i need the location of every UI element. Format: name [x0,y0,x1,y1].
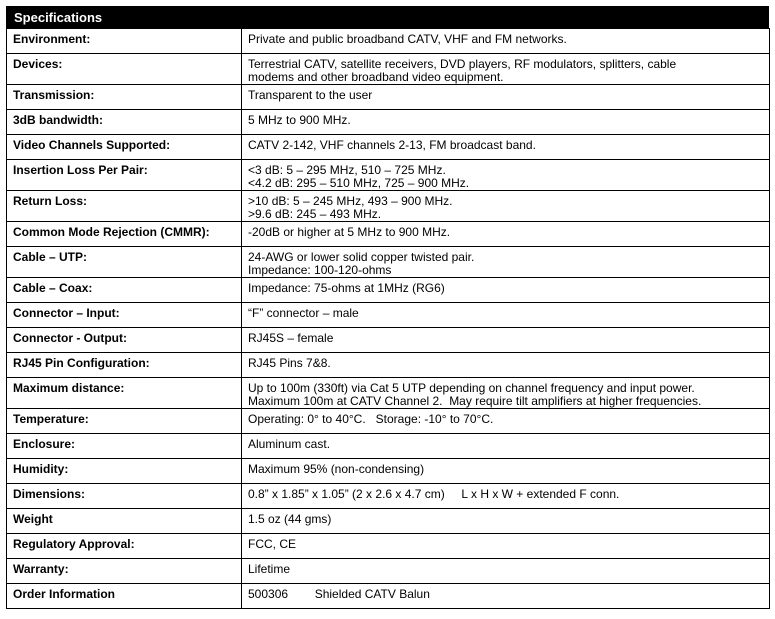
spec-value: Terrestrial CATV, satellite receivers, DVD players, RF modulators, splitters, cable modems and other broadband video equipment. [242,54,770,85]
spec-label: Maximum distance: [7,378,242,409]
spec-label: Cable – UTP: [7,247,242,278]
spec-row [7,110,770,135]
spec-value: Operating: 0° to 40°C. Storage: -10° to 70°C. [242,409,770,434]
spec-row [7,191,770,222]
spec-label: Cable – Coax: [7,278,242,303]
spec-value: Lifetime [242,559,770,584]
specifications-header: Specifications [6,6,769,28]
spec-row [7,328,770,353]
spec-label: Video Channels Supported: [7,135,242,160]
spec-value: >10 dB: 5 – 245 MHz, 493 – 900 MHz. >9.6 dB: 245 – 493 MHz. [242,191,770,222]
spec-label: Environment: [7,29,242,54]
spec-label: Dimensions: [7,484,242,509]
spec-value: 24-AWG or lower solid copper twisted pair. Impedance: 100-120-ohms [242,247,770,278]
spec-label: Temperature: [7,409,242,434]
spec-row [7,29,770,54]
spec-value: 500306 Shielded CATV Balun [242,584,770,609]
spec-row [7,222,770,247]
spec-label: Order Information [7,584,242,609]
spec-value: 0.8” x 1.85” x 1.05” (2 x 2.6 x 4.7 cm) L x H x W + extended F conn. [242,484,770,509]
spec-row [7,459,770,484]
spec-label: Devices: [7,54,242,85]
spec-value: <3 dB: 5 – 295 MHz, 510 – 725 MHz. <4.2 dB: 295 – 510 MHz, 725 – 900 MHz. [242,160,770,191]
spec-label: Humidity: [7,459,242,484]
spec-value: Maximum 95% (non-condensing) [242,459,770,484]
spec-label: Common Mode Rejection (CMMR): [7,222,242,247]
specifications-table-body [7,29,770,609]
spec-value: Up to 100m (330ft) via Cat 5 UTP depending on channel frequency and input power. Maximum 100m at CATV Channel 2. May require tilt amplifiers at higher frequencies. [242,378,770,409]
spec-label: Connector - Output: [7,328,242,353]
spec-value: Aluminum cast. [242,434,770,459]
spec-row [7,303,770,328]
spec-label: Connector – Input: [7,303,242,328]
spec-label: Warranty: [7,559,242,584]
spec-label: Weight [7,509,242,534]
spec-row [7,409,770,434]
spec-row [7,584,770,609]
spec-value: Transparent to the user [242,85,770,110]
spec-label: RJ45 Pin Configuration: [7,353,242,378]
spec-row [7,54,770,85]
spec-label: Regulatory Approval: [7,534,242,559]
spec-value: “F” connector – male [242,303,770,328]
specifications-sheet [6,6,769,609]
spec-value: RJ45S – female [242,328,770,353]
spec-label: Transmission: [7,85,242,110]
spec-row [7,353,770,378]
spec-row [7,484,770,509]
spec-row [7,160,770,191]
spec-label: Insertion Loss Per Pair: [7,160,242,191]
spec-row [7,247,770,278]
spec-value: Impedance: 75-ohms at 1MHz (RG6) [242,278,770,303]
spec-value: FCC, CE [242,534,770,559]
spec-row [7,378,770,409]
spec-row [7,509,770,534]
spec-row [7,434,770,459]
spec-label: Return Loss: [7,191,242,222]
spec-value: -20dB or higher at 5 MHz to 900 MHz. [242,222,770,247]
spec-value: RJ45 Pins 7&8. [242,353,770,378]
specifications-table [6,28,770,609]
spec-row [7,85,770,110]
spec-row [7,278,770,303]
spec-value: 5 MHz to 900 MHz. [242,110,770,135]
spec-row [7,534,770,559]
spec-value: CATV 2-142, VHF channels 2-13, FM broadcast band. [242,135,770,160]
spec-value: 1.5 oz (44 gms) [242,509,770,534]
spec-label: Enclosure: [7,434,242,459]
spec-row [7,559,770,584]
spec-row [7,135,770,160]
spec-label: 3dB bandwidth: [7,110,242,135]
spec-value: Private and public broadband CATV, VHF and FM networks. [242,29,770,54]
